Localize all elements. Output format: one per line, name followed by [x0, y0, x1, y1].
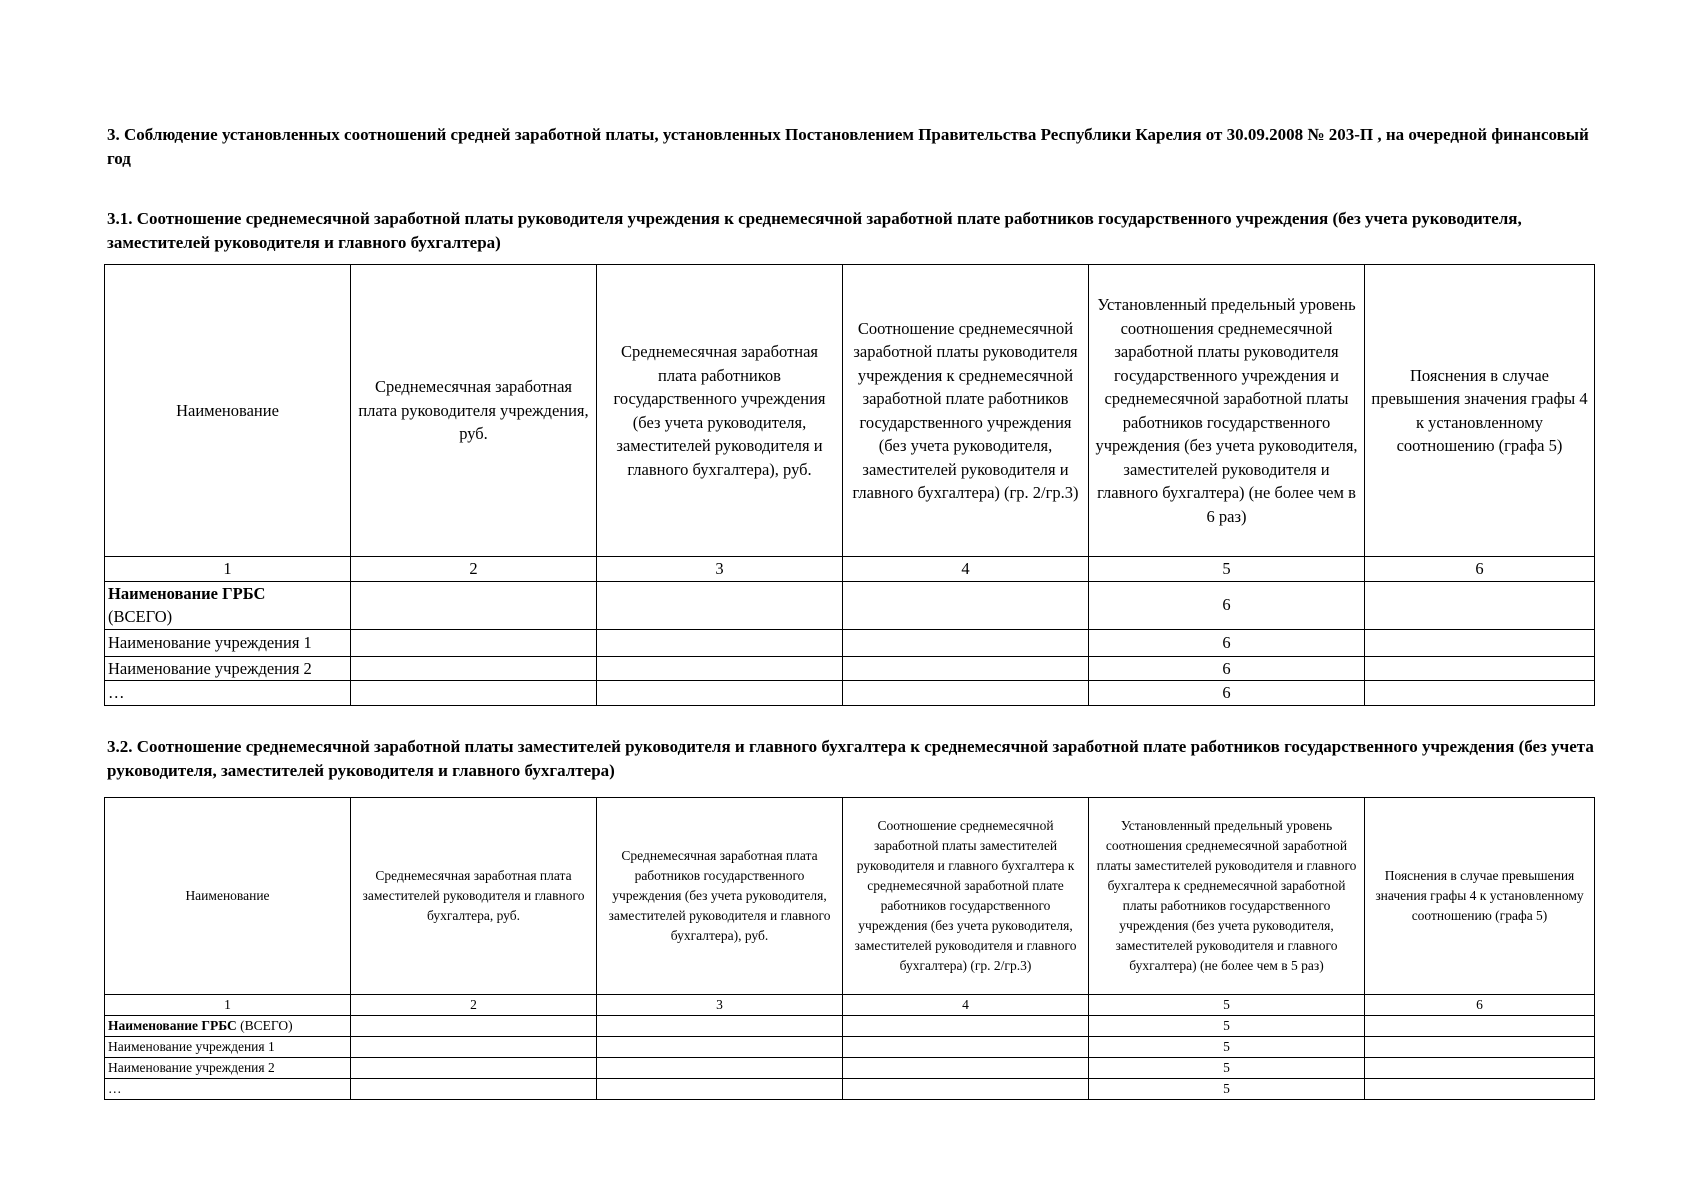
column-number: 6	[1365, 995, 1595, 1016]
notes-cell[interactable]	[1365, 1058, 1595, 1079]
section-3-1-heading: 3.1. Соотношение среднемесячной заработной платы руководителя учреждения к среднемесячной заработной плате работников государственного учреждения (без учета руководителя, заместителей руководителя и главного бухгалтера)	[107, 209, 1522, 252]
column-number: 2	[351, 995, 597, 1016]
section-3-heading: 3. Соблюдение установленных соотношений средней заработной платы, установленных Постановлением Правительства Республики Карелия от 30.09.2008 № 203-П , на очередной финансовый год	[107, 125, 1589, 168]
limit-cell: 6	[1089, 656, 1365, 681]
column-number-row	[105, 995, 1595, 1016]
value-cell[interactable]	[843, 581, 1089, 629]
table-row	[105, 629, 1595, 656]
notes-cell[interactable]	[1365, 1037, 1595, 1058]
table-row	[105, 1037, 1595, 1058]
ratio-table-deputies	[104, 797, 1595, 1100]
value-cell[interactable]	[597, 1079, 843, 1100]
limit-cell: 6	[1089, 681, 1365, 706]
header-cell-name: Наименование	[105, 798, 351, 995]
column-number-row	[105, 557, 1595, 582]
notes-cell[interactable]	[1365, 581, 1595, 629]
limit-cell: 5	[1089, 1037, 1365, 1058]
row-name-text: (ВСЕГО)	[236, 1018, 293, 1033]
header-cell-staff-salary: Среднемесячная заработная плата работников государственного учреждения (без учета руководителя, заместителей руководителя и главного бухгалтера), руб.	[597, 798, 843, 995]
limit-cell: 5	[1089, 1058, 1365, 1079]
table-row	[105, 1079, 1595, 1100]
column-number: 3	[597, 557, 843, 582]
notes-cell[interactable]	[1365, 681, 1595, 706]
notes-cell[interactable]	[1365, 656, 1595, 681]
section-3-2-heading: 3.2. Соотношение среднемесячной заработной платы заместителей руководителя и главного бухгалтера к среднемесячной заработной плате работников государственного учреждения (без учета руководителя, заместителей руководителя и главного бухгалтера)	[107, 737, 1594, 780]
row-name-text: (ВСЕГО)	[108, 607, 173, 626]
value-cell[interactable]	[843, 656, 1089, 681]
value-cell[interactable]	[351, 1016, 597, 1037]
limit-cell: 5	[1089, 1079, 1365, 1100]
value-cell[interactable]	[843, 1079, 1089, 1100]
value-cell[interactable]	[843, 1016, 1089, 1037]
column-number: 1	[105, 557, 351, 582]
row-name-cell: …	[105, 681, 351, 706]
limit-cell: 6	[1089, 629, 1365, 656]
header-cell-name: Наименование	[105, 265, 351, 557]
row-name-cell: Наименование учреждения 2	[105, 656, 351, 681]
header-cell-limit: Установленный предельный уровень соотношения среднемесячной заработной платы руководителя государственного учреждения и среднемесячной заработной платы работников государственного учреждения (без учета руководителя, заместителей руководителя и главного бухгалтера) (не более чем в 6 раз)	[1089, 265, 1365, 557]
row-name-cell: Наименование учреждения 1	[105, 629, 351, 656]
column-number: 3	[597, 995, 843, 1016]
notes-cell[interactable]	[1365, 629, 1595, 656]
column-number: 4	[843, 557, 1089, 582]
value-cell[interactable]	[597, 681, 843, 706]
row-name-cell	[105, 581, 351, 629]
value-cell[interactable]	[843, 629, 1089, 656]
table-header-row	[105, 798, 1595, 995]
row-name-bold: Наименование ГРБС	[108, 1018, 237, 1033]
notes-cell[interactable]	[1365, 1079, 1595, 1100]
table-row	[105, 681, 1595, 706]
value-cell[interactable]	[351, 1079, 597, 1100]
table-row	[105, 1016, 1595, 1037]
value-cell[interactable]	[597, 1037, 843, 1058]
column-number: 6	[1365, 557, 1595, 582]
value-cell[interactable]	[351, 681, 597, 706]
value-cell[interactable]	[351, 1037, 597, 1058]
table-row	[105, 656, 1595, 681]
value-cell[interactable]	[351, 656, 597, 681]
column-number: 4	[843, 995, 1089, 1016]
value-cell[interactable]	[597, 1016, 843, 1037]
header-cell-deputy-salary: Среднемесячная заработная плата заместителей руководителя и главного бухгалтера, руб.	[351, 798, 597, 995]
column-number: 5	[1089, 995, 1365, 1016]
row-name-cell: Наименование учреждения 2	[105, 1058, 351, 1079]
value-cell[interactable]	[351, 629, 597, 656]
ratio-table-head	[104, 264, 1595, 706]
table-row	[105, 581, 1595, 629]
header-cell-ratio: Соотношение среднемесячной заработной платы руководителя учреждения к среднемесячной заработной плате работников государственного учреждения (без учета руководителя, заместителей руководителя и главного бухгалтера) (гр. 2/гр.3)	[843, 265, 1089, 557]
header-cell-notes: Пояснения в случае превышения значения графы 4 к установленному соотношению (графа 5)	[1365, 798, 1595, 995]
value-cell[interactable]	[843, 681, 1089, 706]
value-cell[interactable]	[843, 1037, 1089, 1058]
row-name-cell	[105, 1016, 351, 1037]
header-cell-head-salary: Среднемесячная заработная плата руководителя учреждения, руб.	[351, 265, 597, 557]
column-number: 1	[105, 995, 351, 1016]
notes-cell[interactable]	[1365, 1016, 1595, 1037]
row-name-bold: Наименование ГРБС	[108, 583, 266, 603]
value-cell[interactable]	[843, 1058, 1089, 1079]
column-number: 5	[1089, 557, 1365, 582]
table-row	[105, 1058, 1595, 1079]
row-name-cell: …	[105, 1079, 351, 1100]
value-cell[interactable]	[597, 581, 843, 629]
header-cell-staff-salary: Среднемесячная заработная плата работников государственного учреждения (без учета руководителя, заместителей руководителя и главного бухгалтера), руб.	[597, 265, 843, 557]
header-cell-notes: Пояснения в случае превышения значения графы 4 к установленному соотношению (графа 5)	[1365, 265, 1595, 557]
table-header-row	[105, 265, 1595, 557]
limit-cell: 5	[1089, 1016, 1365, 1037]
column-number: 2	[351, 557, 597, 582]
value-cell[interactable]	[597, 1058, 843, 1079]
value-cell[interactable]	[351, 581, 597, 629]
header-cell-limit: Установленный предельный уровень соотношения среднемесячной заработной платы заместителей руководителя и главного бухгалтера к среднемесячной заработной платы работников государственного учреждения (без учета руководителя, заместителей руководителя и главного бухгалтера) (не более чем в 5 раз)	[1089, 798, 1365, 995]
header-cell-ratio: Соотношение среднемесячной заработной платы заместителей руководителя и главного бухгалтера к среднемесячной заработной плате работников государственного учреждения (без учета руководителя, заместителей руководителя и главного бухгалтера) (гр. 2/гр.3)	[843, 798, 1089, 995]
value-cell[interactable]	[351, 1058, 597, 1079]
value-cell[interactable]	[597, 629, 843, 656]
limit-cell: 6	[1089, 581, 1365, 629]
value-cell[interactable]	[597, 656, 843, 681]
row-name-cell: Наименование учреждения 1	[105, 1037, 351, 1058]
